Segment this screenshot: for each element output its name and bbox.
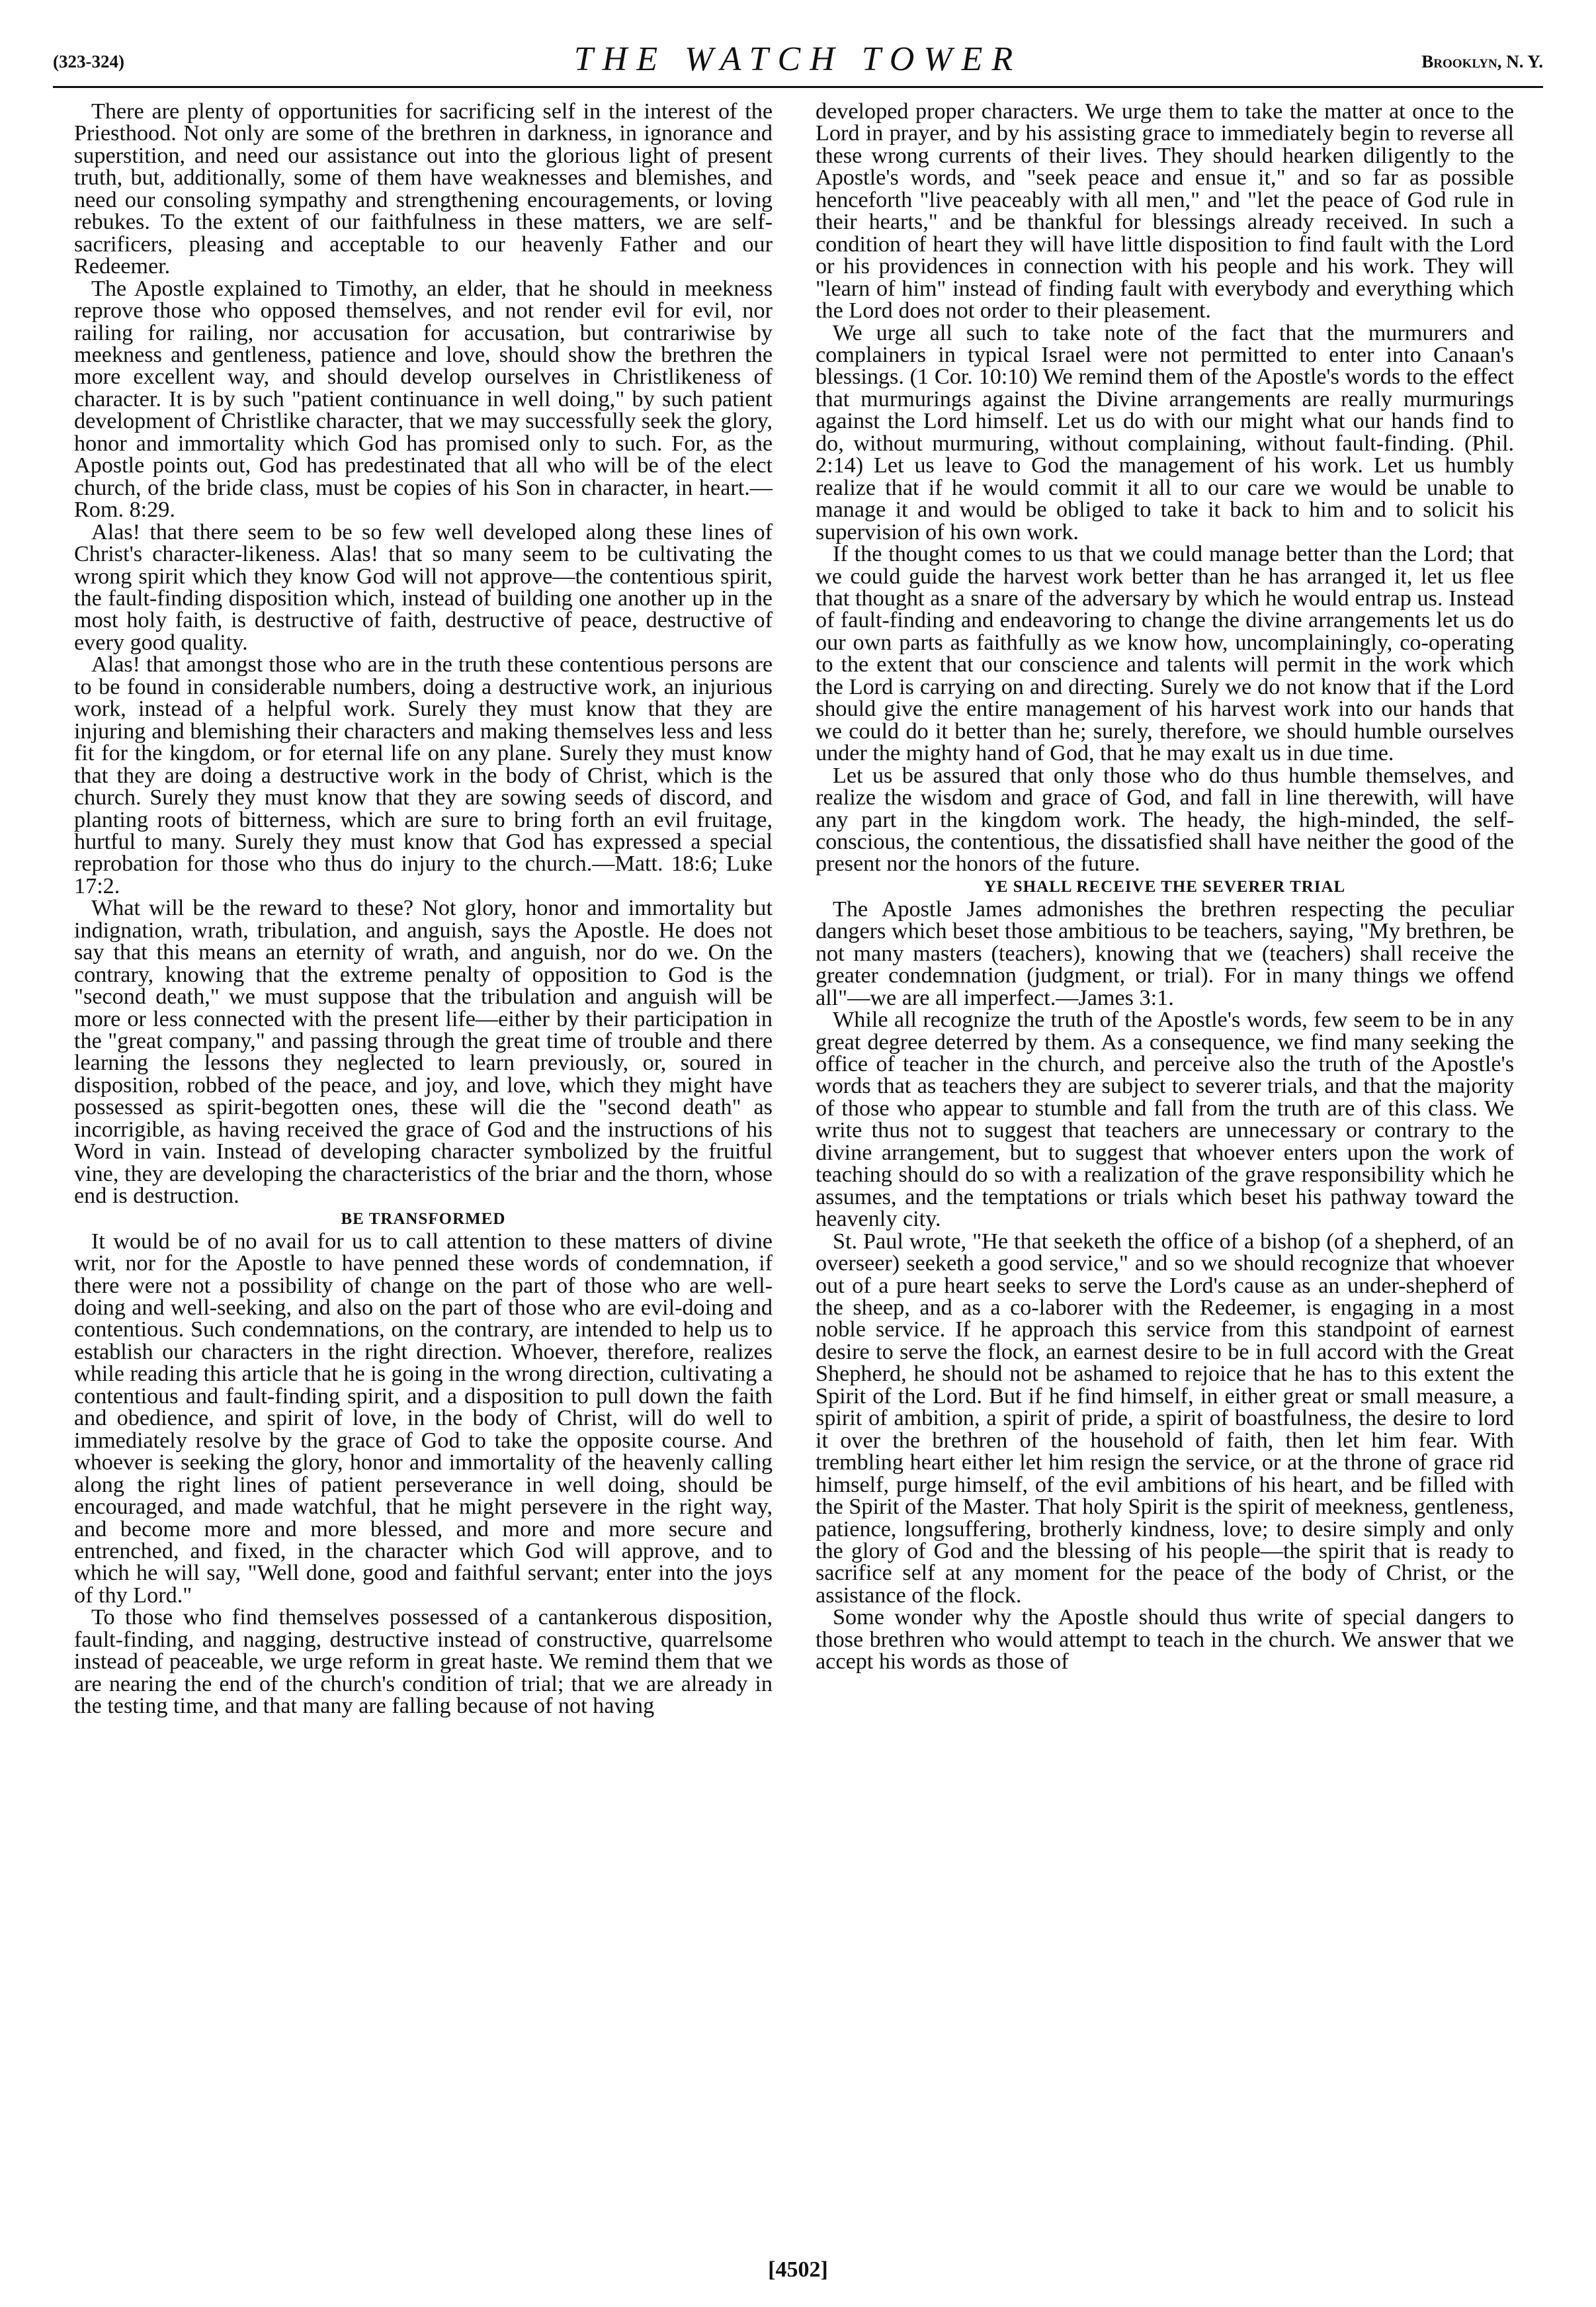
paragraph: The Apostle James admonishes the brethren respecting the peculiar dangers which beset those ambitious to be teachers, saying, "My brethren, be not many masters (teachers), knowing that we (teachers) shall receive the greater condemnation (judgment, or trial). For in many things we offend all"—we are all imperfect.—James 3:1. — [816, 896, 1514, 1010]
paragraph: What will be the reward to these? Not glory, honor and immortality but indignation, wrath, tribulation, and anguish, says the Apostle. He does not say that this means an eternity of wrath, and anguish, nor do we. On the contrary, knowing that the extreme penalty of opposition to God is the "second death," we must suppose that the tribulation and anguish will be more or less connected with the present life—either by their participation in the "great company," and passing through the great time of trouble and there learning the lessons they neglected to learn previously, or, soured in disposition, robbed of the peace, and joy, and love, which they might have possessed as spirit-begotten ones, these will die the "second death" as incorrigible, as having received the grace of God and the instructions of his Word in vain. Instead of developing character symbolized by the fruitful vine, they are developing the characteristics of the briar and the thorn, whose end is destruction. — [74, 896, 773, 1209]
left-column — [74, 101, 773, 2247]
page-range: (323-324) — [53, 52, 124, 71]
paragraph: Let us be assured that only those who do thus humble themselves, and realize the wisdom and grace of God, and fall in line therewith, will have any part in the kingdom work. The heady, the high-minded, the self-conscious, the contentious, the dissatisfied shall have neither the good of the present nor the honors of the future. — [816, 763, 1514, 877]
paragraph: It would be of no avail for us to call attention to these matters of divine writ, nor for the Apostle to have penned these words of condemnation, if there were not a possibility of change on the part of those who are well-doing and well-seeking, and also on the part of those who are evil-doing and contentious. Such condemnations, on the contrary, are intended to help us to establish our characters in the right direction. Whoever, therefore, realizes while reading this article that he is going in the wrong direction, cultivating a contentious and fault-finding spirit, and a disposition to pull down the faith and obedience, and spirit of love, in the body of Christ, will do well to immediately resolve by the grace of God to take the opposite course. And whoever is seeking the glory, honor and immortality of the heavenly calling along the right lines of patient perseverance in well doing, should be encouraged, and made watchful, that he might persevere in the right way, and become more and more blessed, and more and more secure and entrenched, and fixed, in the character which God will approve, and to which he will say, "Well done, good and faithful servant; enter into the joys of thy Lord." — [74, 1229, 773, 1608]
paragraph: St. Paul wrote, "He that seeketh the office of a bishop (of a shepherd, of an overseer) seeketh a good service," and so we should recognize that whoever out of a pure heart seeks to serve the Lord's cause as an under-shepherd of the sheep, and as a co-laborer with the Redeemer, is engaging in a most noble service. If he approach this service from this standpoint of earnest desire to serve the flock, an earnest desire to be in full accord with the Great Shepherd, he should not be ashamed to rejoice that he has to this extent the Spirit of the Lord. But if he find himself, in either great or small measure, a spirit of ambition, a spirit of pride, a spirit of boastfulness, the desire to lord it over the brethren of the household of faith, then let him fear. With trembling heart either let him resign the service, or at the throne of grace rid himself, purge himself, of the evil ambitions of his heart, and be filled with the Spirit of the Master. That holy Spirit is the spirit of meekness, gentleness, patience, longsuffering, brotherly kindness, love; to desire simply and only the glory of God and the blessing of his people—the spirit that is ready to sacrifice self at any moment for the peace of the body of Christ, or the assistance of the flock. — [816, 1229, 1514, 1608]
section-heading-be-transformed: BE TRANSFORMED — [341, 1209, 506, 1228]
paragraph: The Apostle explained to Timothy, an elder, that he should in meekness reprove those who opposed themselves, and not render evil for evil, nor railing for railing, nor accusation for accusation, but contrariwise by meekness and gentleness, patience and love, should show the brethren the more excellent way, and should develop ourselves in Christlikeness of character. It is by such "patient continuance in well doing," by such patient development of Christlike character, that we may successfully seek the glory, honor and immortality which God has promised only to such. For, as the Apostle points out, God has predestinated that all who will be of the elect church, of the bride class, must be copies of his Son in character, in heart.—Rom. 8:29. — [74, 276, 773, 523]
paragraph: We urge all such to take note of the fact that the murmurers and complainers in typical Israel were not permitted to enter into Canaan's blessings. (1 Cor. 10:10) We remind them of the Apostle's words to the effect that murmurings against the Divine arrangements are really murmurings against the Lord himself. Let us do with our might what our hands find to do, without murmuring, without complaining, without fault-finding. (Phil. 2:14) Let us leave to God the management of his work. Let us humbly realize that if he would commit it all to our care we would be unable to manage it and would be obliged to take it back to him and to solicit his supervision of his own work. — [816, 320, 1514, 544]
paragraph: Alas! that amongst those who are in the truth these contentious persons are to be found in considerable numbers, doing a destructive work, an injurious work, instead of a helpful work. Surely they must know that they are injuring and blemishing their characters and making themselves less and less fit for the kingdom, or for eternal life on any plane. Surely they must know that they are doing a destructive work in the body of Christ, which is the church. Surely they must know that they are sowing seeds of discord, and planting roots of bitterness, which are sure to bring forth an evil fruitage, hurtful to many. Surely they must know that God has expressed a special reprobation for those who thus do injury to the church.—Matt. 18:6; Luke 17:2. — [74, 652, 773, 898]
masthead-title: THE WATCH TOWER — [573, 40, 1023, 78]
paragraph: There are plenty of opportunities for sacrificing self in the interest of the Priesthood. Not only are some of the brethren in darkness, in ignorance and superstition, and need our assistance out into the glorious light of present truth, but, additionally, some of them have weaknesses and blemishes, and need our consoling sympathy and strengthening encouragements, or loving rebukes. To the extent of our faithfulness in these matters, we are self-sacrificers, pleasing and acceptable to our heavenly Father and our Redeemer. — [74, 101, 773, 279]
paragraph-continued: developed proper characters. We urge them to take the matter at once to the Lord in prayer, and by his assisting grace to immediately begin to reverse all these wrong currents of their lives. They should hearken diligently to the Apostle's words, and "seek peace and ensue it," and so far as possible henceforth "live peaceably with all men," and "let the peace of God rule in their hearts," and be thankful for blessings already received. In such a condition of heart they will have little disposition to find fault with the Lord or his providences in connection with his people and his work. They will "learn of him" instead of finding fault with everybody and everything which the Lord does not order to their pleasement. — [816, 101, 1514, 324]
paragraph: Alas! that there seem to be so few well developed along these lines of Christ's character-likeness. Alas! that so many seem to be cultivating the wrong spirit which they know God will not approve—the contentious spirit, the fault-finding disposition which, instead of building one another up in the most holy faith, is destructive of faith, destructive of peace, destructive of every good quality. — [74, 519, 773, 655]
publication-place: Brooklyn, N. Y. — [1421, 52, 1543, 71]
page-number: [4502] — [768, 2257, 828, 2282]
paragraph: If the thought comes to us that we could manage better than the Lord; that we could guide the harvest work better than he has arranged it, let us flee that thought as a snare of the adversary by which he would entrap us. Instead of fault-finding and endeavoring to change the divine arrangements let us do our own parts as faithfully as we know how, uncomplainingly, co-operating to the extent that our conscience and talents will permit in the work which the Lord is carrying on and directing. Surely we do not know that if the Lord should give the entire management of his harvest work into our hands that we could do it better than he; surely, therefore, we should humble ourselves under the mighty hand of God, that he may exalt us in due time. — [816, 542, 1514, 766]
right-column — [816, 101, 1514, 2247]
section-heading-severer-trial: YE SHALL RECEIVE THE SEVERER TRIAL — [984, 877, 1346, 896]
page-header — [53, 40, 1543, 88]
paragraph: While all recognize the truth of the Apostle's words, few seem to be in any great degree deterred by them. As a consequence, we find many seeking the office of teacher in the church, and perceive also the truth of the Apostle's words that as teachers they are subject to severer trials, and that the majority of those who appear to stumble and fall from the truth are of this class. We write thus not to suggest that teachers are unnecessary or contrary to the divine arrangement, but to suggest that whoever enters upon the work of teaching should do so with a realization of the grave responsibility which he assumes, and the temptations or trials which beset his pathway toward the heavenly city. — [816, 1008, 1514, 1232]
paragraph: To those who find themselves possessed of a cantankerous disposition, fault-finding, and nagging, destructive instead of constructive, quarrelsome instead of peaceable, we urge reform in great haste. We remind them that we are nearing the end of the church's condition of trial; that we are already in the testing time, and that many are falling because of not having — [74, 1605, 773, 1719]
paragraph: Some wonder why the Apostle should thus write of special dangers to those brethren who would attempt to teach in the church. We answer that we accept his words as those of — [816, 1605, 1514, 1675]
